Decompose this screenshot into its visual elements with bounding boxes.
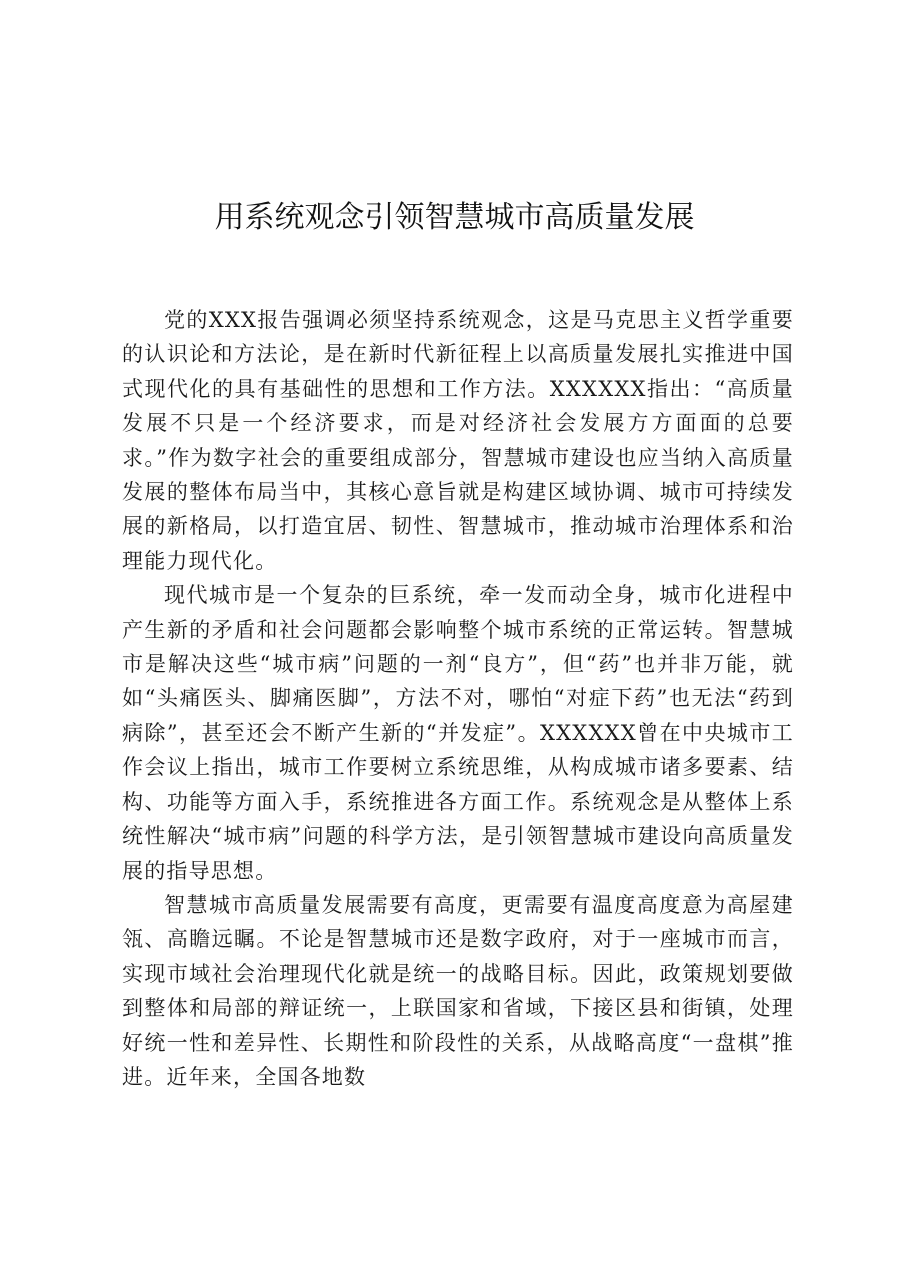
paragraph-3: 智慧城市高质量发展需要有高度，更需要有温度高度意为高屋建瓴、高瞻远瞩。不论是智慧城市还是数字政府，对于一座城市而言，实现市域社会治理现代化就是统一的战略目标。因此，政策规划要做到整体和局部的辩证统一，上联国家和省域，下接区县和街镇，处理好统一性和差异性、长期性和阶段性的关系，从战略高度“一盘棋”推进。近年来，全国各地数 [122, 892, 794, 1089]
document-body [122, 303, 794, 1094]
document-title: 用系统观念引领智慧城市高质量发展 [214, 200, 695, 235]
paragraph-2: 现代城市是一个复杂的巨系统，牵一发而动全身，城市化进程中产生新的矛盾和社会问题都会影响整个城市系统的正常运转。智慧城市是解决这些“城市病”问题的一剂“良方”，但“药”也并非万能，就如“头痛医头、脚痛医脚”，方法不对，哪怕“对症下药”也无法“药到病除”，甚至还会不断产生新的“并发症”。XXXXXX曾在中央城市工作会议上指出，城市工作要树立系统思维，从构成城市诸多要素、结构、功能等方面入手，系统推进各方面工作。系统观念是从整体上系统性解决“城市病”问题的科学方法，是引领智慧城市建设向高质量发展的指导思想。 [122, 583, 794, 883]
paragraph-1: 党的XXX报告强调必须坚持系统观念，这是马克思主义哲学重要的认识论和方法论，是在新时代新征程上以高质量发展扎实推进中国式现代化的具有基础性的思想和工作方法。XXXXXX指出：“高质量发展不只是一个经济要求，而是对经济社会发展方方面面的总要求。”作为数字社会的重要组成部分，智慧城市建设也应当纳入高质量发展的整体布局当中，其核心意旨就是构建区域协调、城市可持续发展的新格局，以打造宜居、韧性、智慧城市，推动城市治理体系和治理能力现代化。 [122, 308, 794, 573]
